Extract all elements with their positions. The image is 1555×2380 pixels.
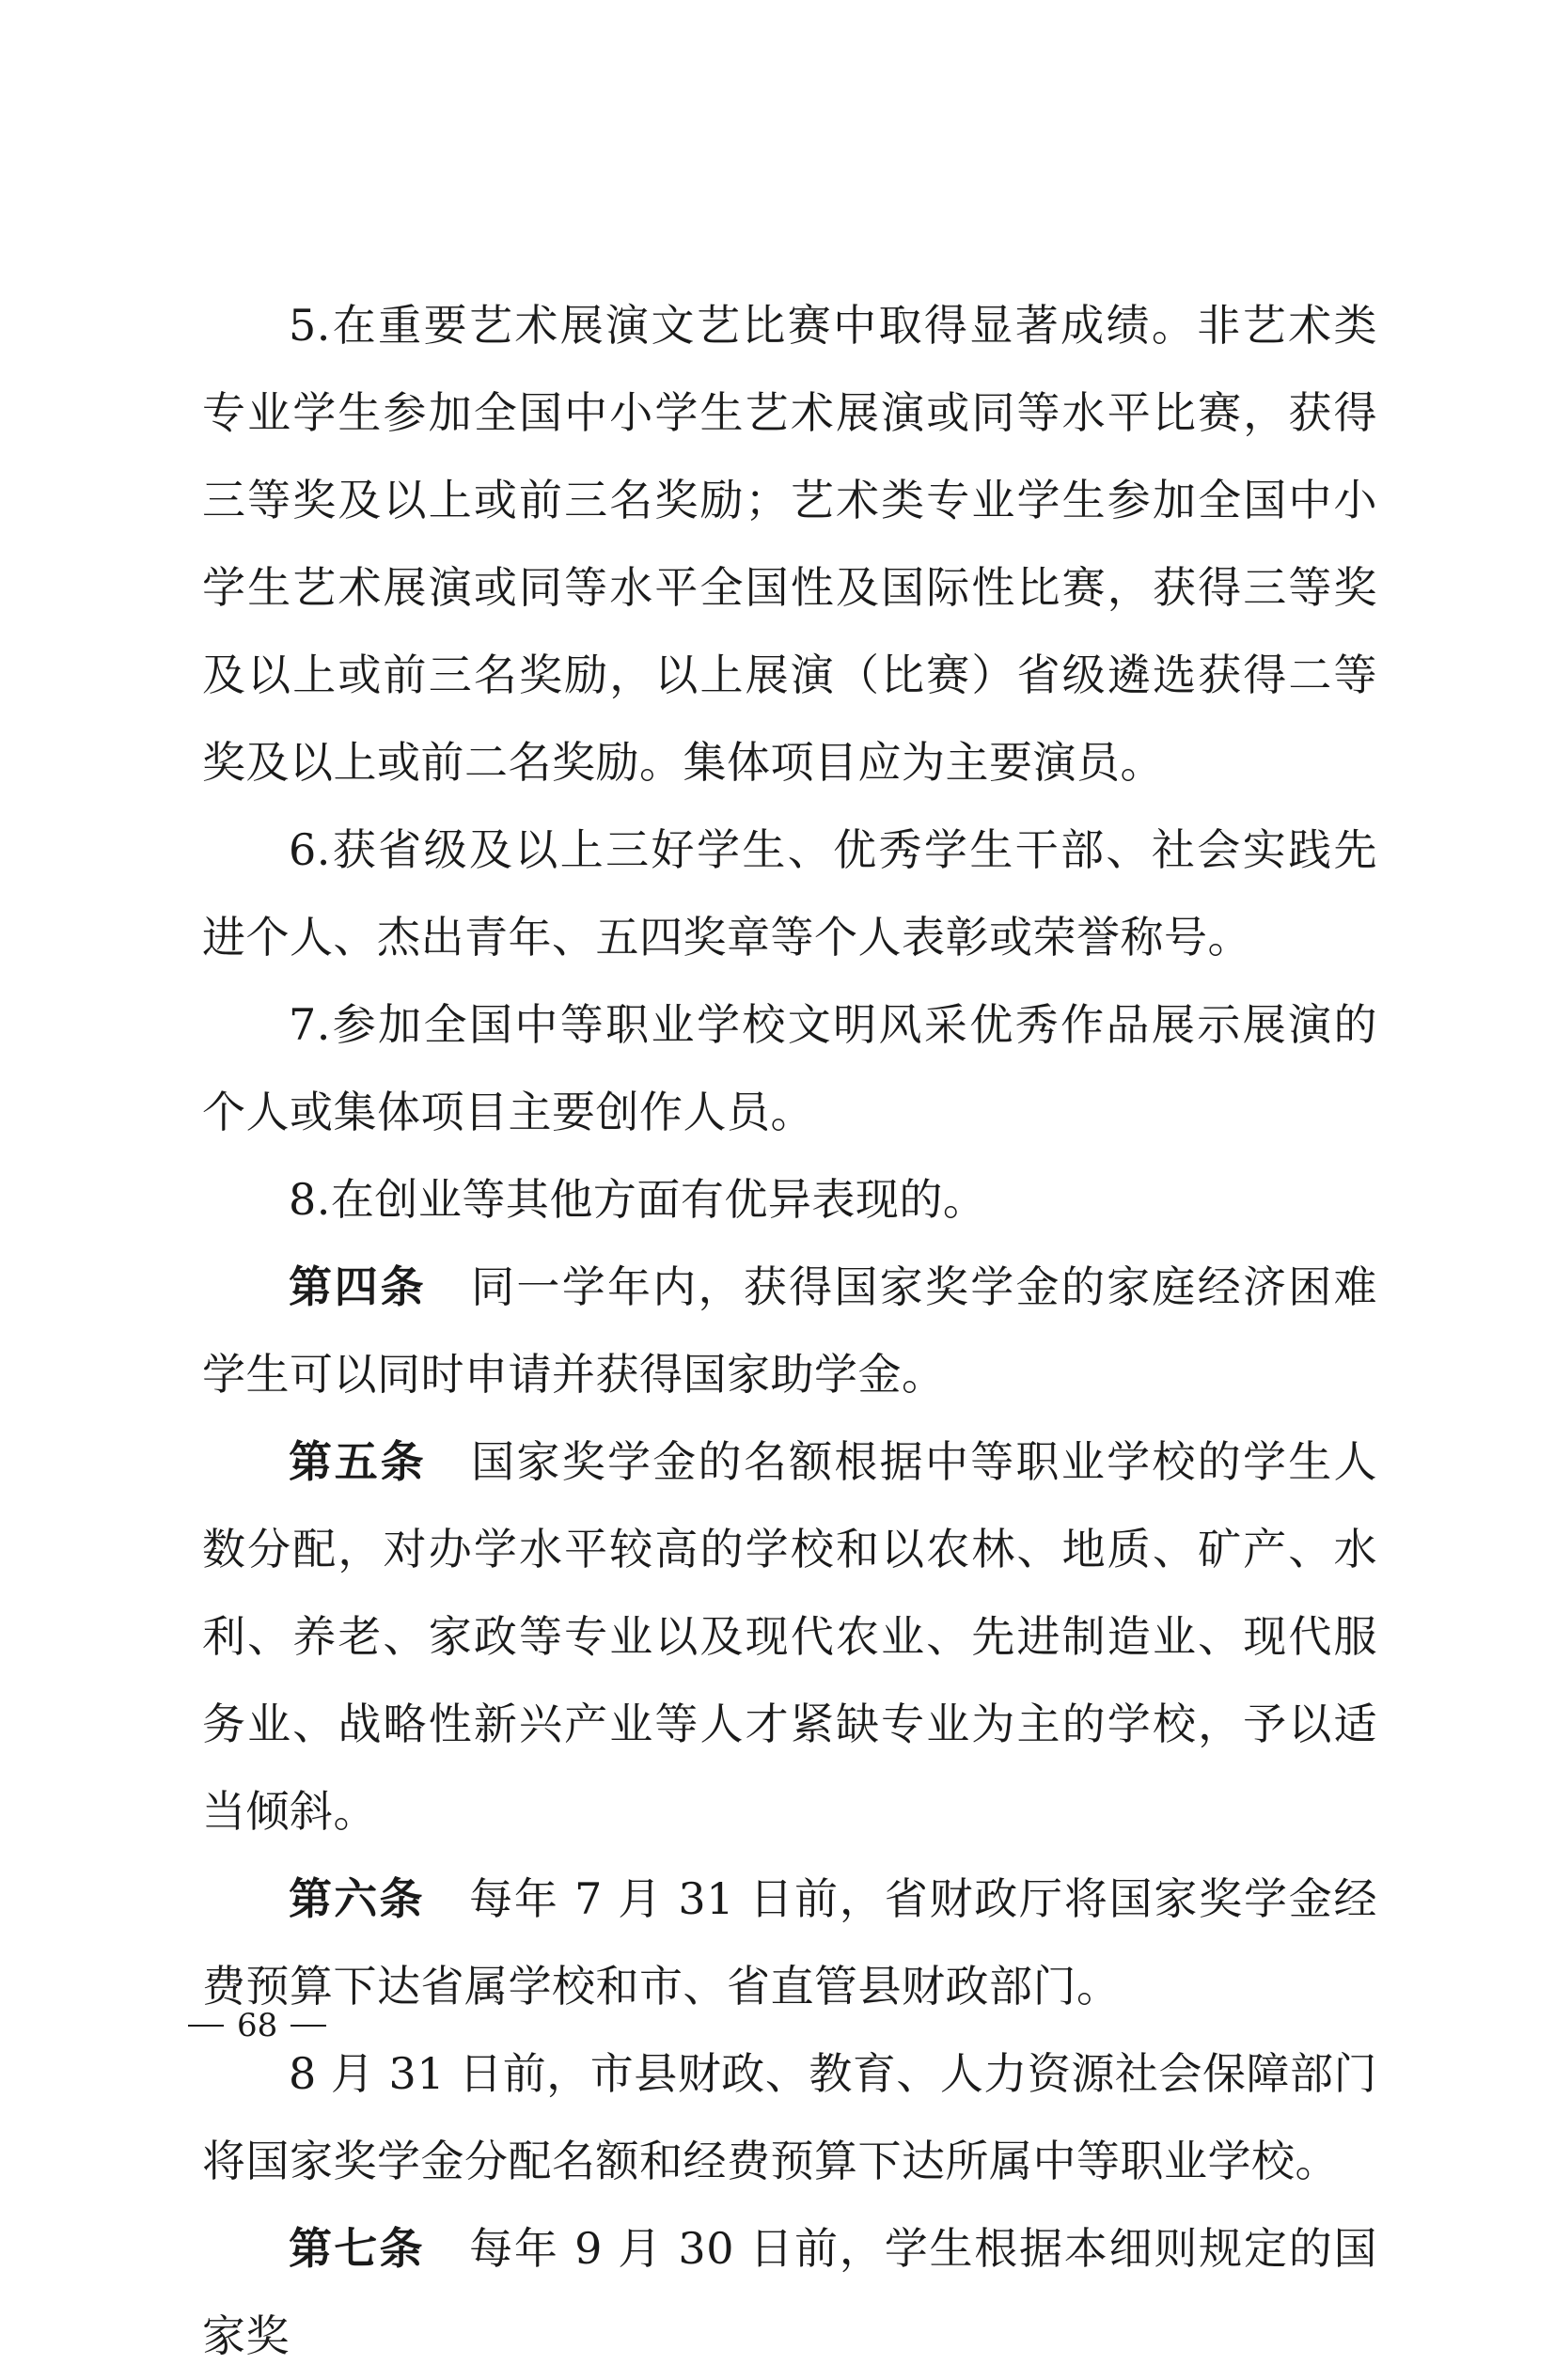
paragraph-item-7 xyxy=(202,981,1377,1156)
paragraph-text: 6.获省级及以上三好学生、优秀学生干部、社会实践先进个人、杰出青年、五四奖章等个人表彰或荣誉称号。 xyxy=(202,824,1377,963)
article-text: 每年 7 月 31 日前，省财政厅将国家奖学金经费预算下达省属学校和市、省直管县财政部门。 xyxy=(202,1873,1377,2012)
paragraph-text: 8.在创业等其他方面有优异表现的。 xyxy=(289,1174,987,1225)
footer-dash-right xyxy=(291,2025,326,2027)
article-label: 第四条 xyxy=(289,1261,427,1312)
article-5 xyxy=(202,1418,1377,1855)
paragraph-item-5 xyxy=(202,282,1377,806)
paragraph-text: 7.参加全国中等职业学校文明风采优秀作品展示展演的个人或集体项目主要创作人员。 xyxy=(202,999,1377,1137)
article-text: 每年 9 月 30 日前，学生根据本细则规定的国家奖 xyxy=(202,2223,1377,2361)
page-footer xyxy=(188,2007,326,2044)
paragraph-item-6 xyxy=(202,806,1377,981)
article-6-continuation xyxy=(202,2030,1377,2205)
article-7 xyxy=(202,2205,1377,2380)
article-label: 第六条 xyxy=(289,1873,425,1924)
document-body xyxy=(202,282,1377,2380)
paragraph-text: 5.在重要艺术展演文艺比赛中取得显著成绩。非艺术类专业学生参加全国中小学生艺术展演或同等水平比赛，获得三等奖及以上或前三名奖励；艺术类专业学生参加全国中小学生艺术展演或同等水平全国性及国际性比赛，获得三等奖及以上或前三名奖励，以上展演（比赛）省级遴选获得二等奖及以上或前二名奖励。集体项目应为主要演员。 xyxy=(202,300,1377,788)
page-number: 68 xyxy=(237,2007,278,2044)
footer-dash-left xyxy=(188,2025,224,2027)
article-label: 第五条 xyxy=(289,1436,427,1487)
article-6 xyxy=(202,1855,1377,2030)
article-text: 国家奖学金的名额根据中等职业学校的学生人数分配，对办学水平较高的学校和以农林、地质、矿产、水利、养老、家政等专业以及现代农业、先进制造业、现代服务业、战略性新兴产业等人才紧缺专业为主的学校，予以适当倾斜。 xyxy=(202,1436,1378,1837)
article-4 xyxy=(202,1244,1377,1418)
paragraph-text: 8 月 31 日前，市县财政、教育、人力资源社会保障部门将国家奖学金分配名额和经费预算下达所属中等职业学校。 xyxy=(202,2048,1377,2186)
article-label: 第七条 xyxy=(289,2223,425,2274)
article-text: 同一学年内，获得国家奖学金的家庭经济困难学生可以同时申请并获得国家助学金。 xyxy=(202,1261,1378,1400)
paragraph-item-8 xyxy=(202,1156,1377,1244)
